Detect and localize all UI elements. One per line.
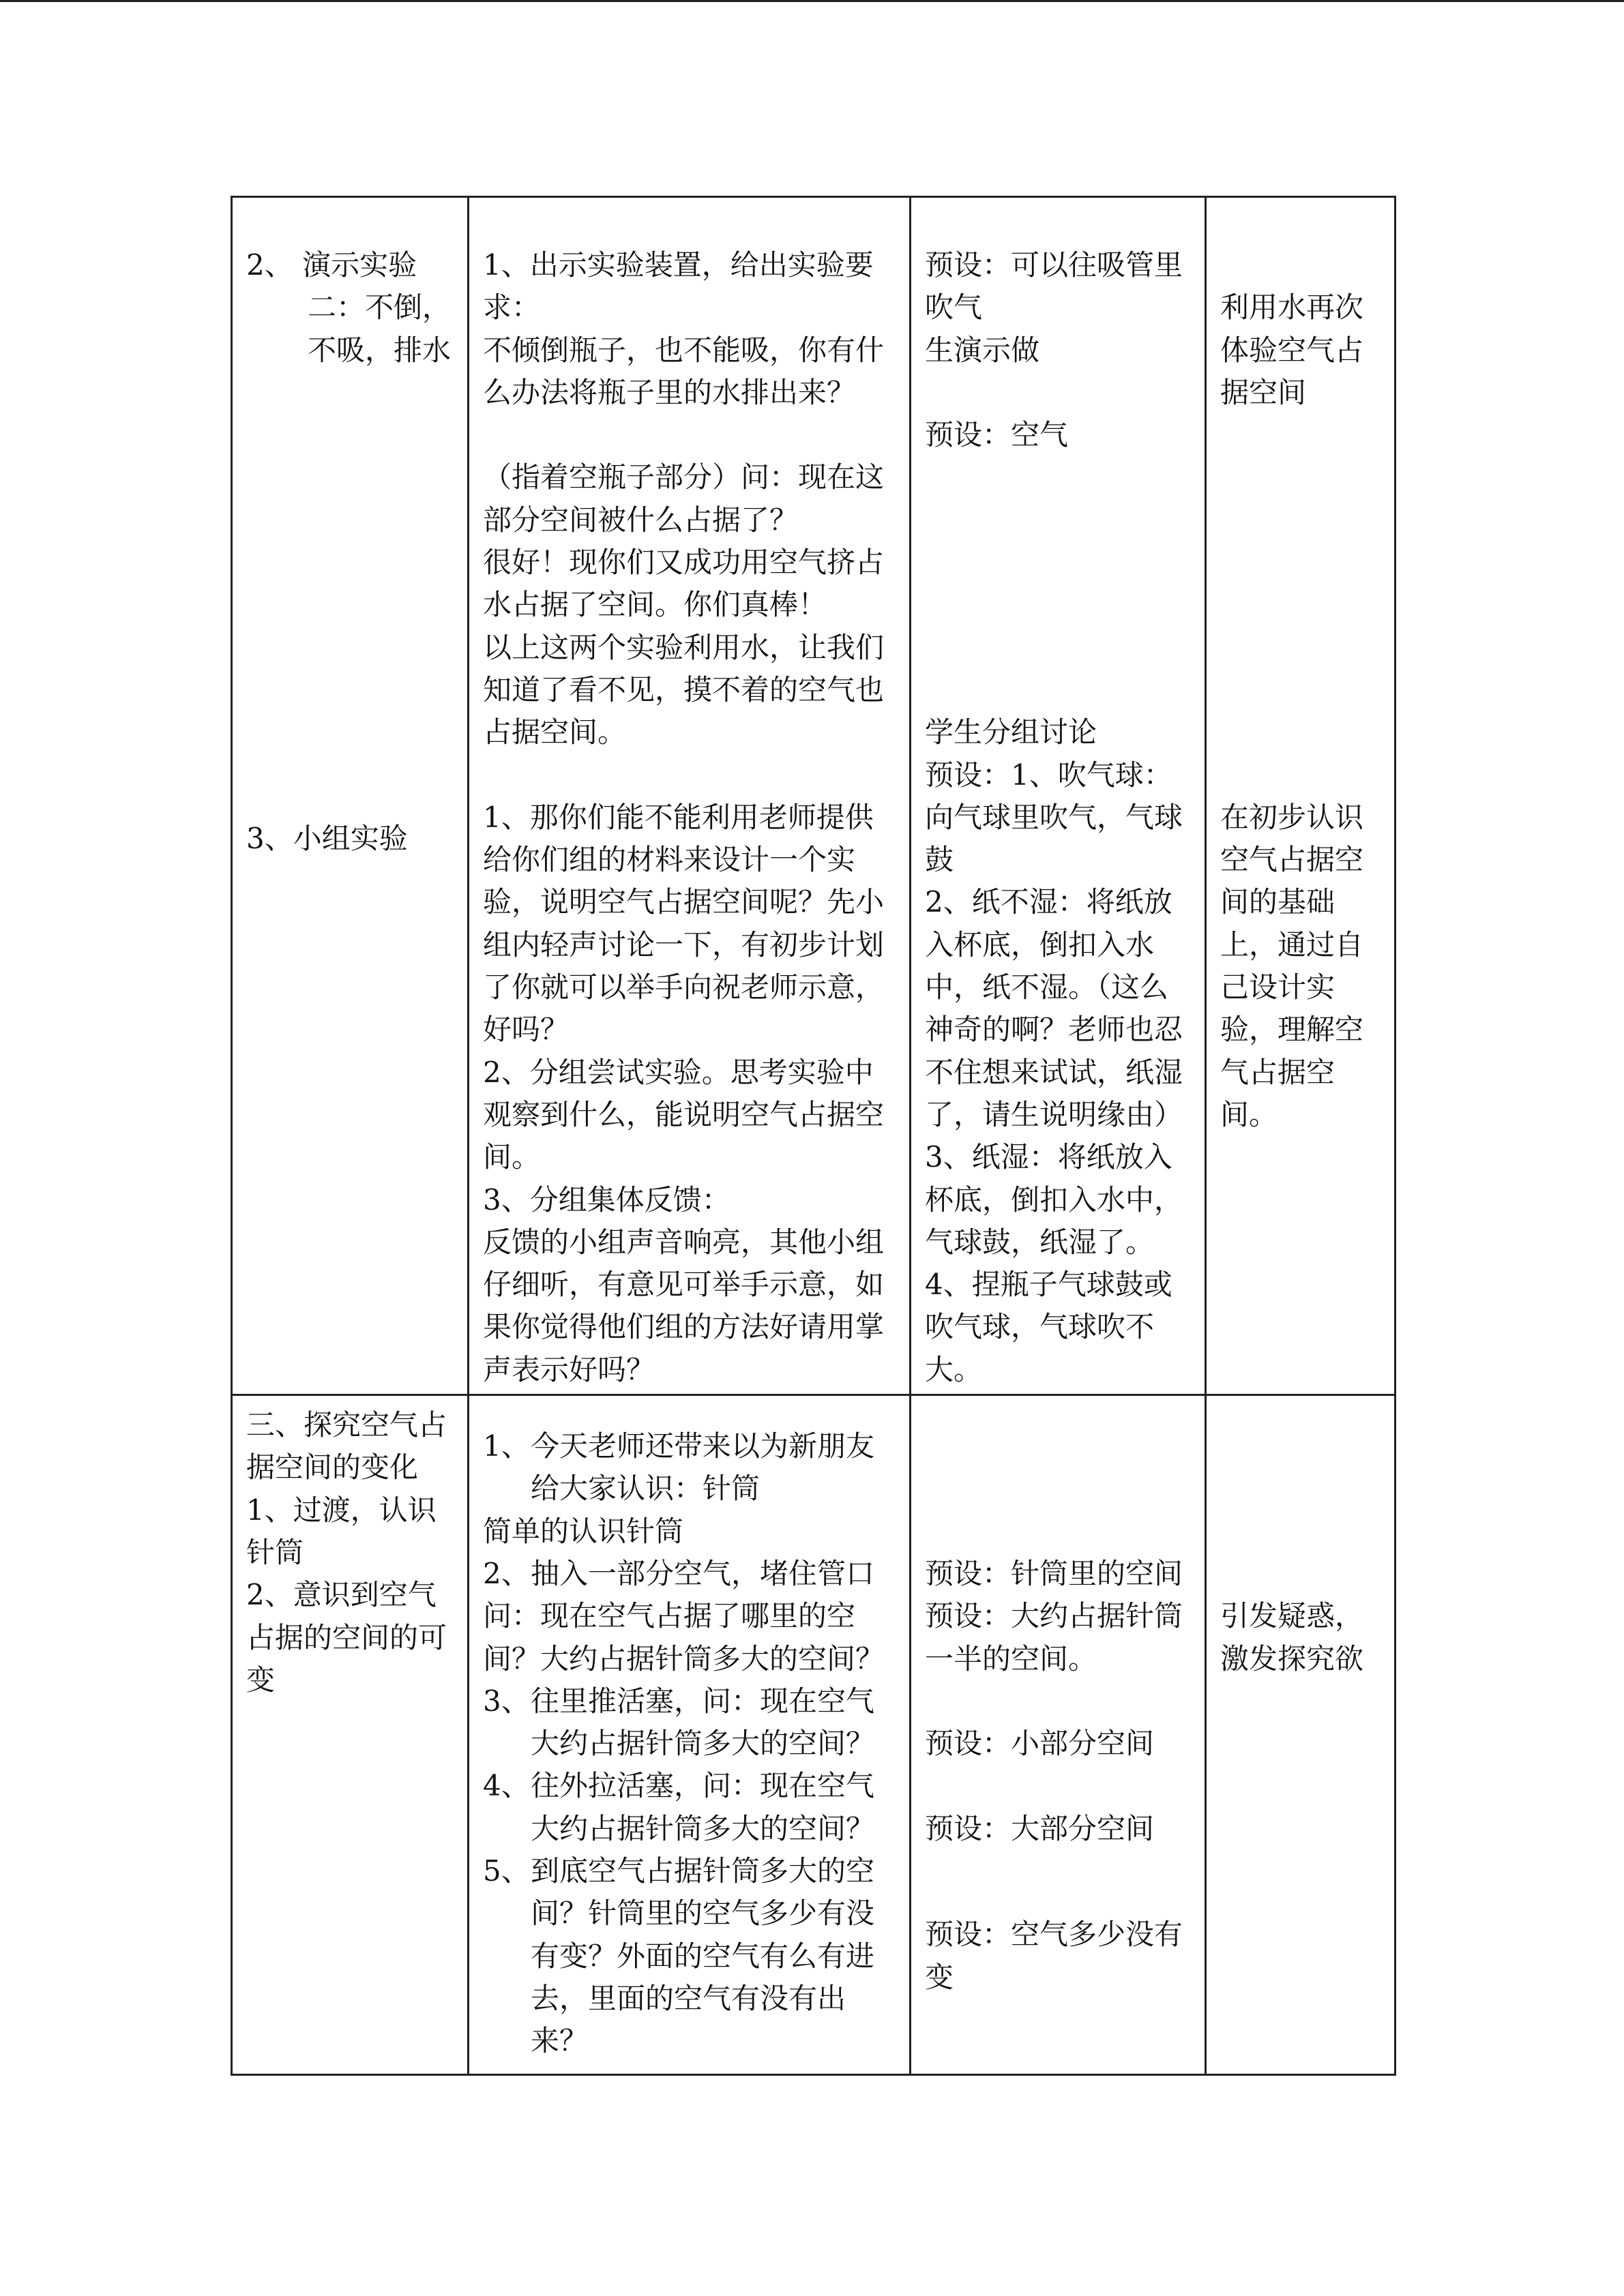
text-line: 求： <box>483 290 541 325</box>
text-line: 以上这两个实验利用水，让我们 <box>483 630 885 664</box>
list-text: 今天老师还带来以为新朋友 <box>531 1429 875 1463</box>
text-line: 预设：空气 <box>925 418 1069 452</box>
text-line: 大约占据针筒多大的空间？ <box>531 1811 875 1845</box>
text-line: 1、出示实验装置，给出实验要 <box>483 248 874 282</box>
text-line: 激发探究欲 <box>1220 1641 1364 1675</box>
text-line: 气球鼓，纸湿了。 <box>925 1225 1155 1259</box>
text-line: 问：现在空气占据了哪里的空 <box>483 1599 856 1633</box>
text-line: 观察到什么，能说明空气占据空 <box>483 1097 885 1131</box>
student-activity-cell <box>911 197 1206 1395</box>
text-line: 利用水再次 <box>1220 290 1364 325</box>
text-line: 引发疑惑， <box>1220 1599 1364 1633</box>
text-line: 占据空间。 <box>483 715 627 749</box>
text-line: 杯底，倒扣入水中， <box>925 1182 1183 1217</box>
teacher-activity-cell <box>469 1395 911 2075</box>
text-line: 据空间 <box>1220 375 1307 409</box>
list-text: 往外拉活塞，问：现在空气 <box>531 1769 875 1803</box>
list-item <box>483 1553 897 1595</box>
text-line: 在初步认识 <box>1220 800 1364 834</box>
teacher-activity-cell <box>469 197 911 1395</box>
lesson-plan-table <box>231 196 1396 2076</box>
text-line: 据空间的变化 <box>246 1450 419 1485</box>
text-line: 了，请生说明缘由） <box>925 1097 1183 1131</box>
text-line: 3、分组集体反馈： <box>483 1182 730 1217</box>
text-line: 三、探究空气占 <box>246 1408 447 1442</box>
text-line: 不住想来试试，纸湿 <box>925 1055 1183 1089</box>
design-intent-cell <box>1206 197 1396 1395</box>
text-line: 预设：小部分空间 <box>925 1727 1155 1761</box>
list-text: 抽入一部分空气，堵住管口 <box>531 1556 875 1590</box>
text-line: 神奇的啊？老师也忍 <box>925 1013 1183 1047</box>
list-item <box>483 1850 897 1892</box>
text-line: 来？ <box>531 2024 589 2058</box>
text-line: 针筒 <box>246 1535 304 1569</box>
list-number: 3、 <box>483 1684 530 1718</box>
text-line: 2、意识到空气 <box>246 1578 437 1612</box>
text-line: 简单的认识针筒 <box>483 1514 684 1548</box>
text-line: 3、纸湿：将纸放入 <box>925 1140 1172 1174</box>
text-line: 变 <box>925 1960 954 1994</box>
text-line: 占据的空间的可 <box>246 1620 447 1654</box>
text-line: 声表示好吗？ <box>483 1352 655 1386</box>
text-line: 验，说明空气占据空间呢？先小 <box>483 885 885 919</box>
text-line: 变 <box>246 1663 276 1697</box>
text-line: 间。 <box>1220 1097 1278 1131</box>
text-line: 预设：空气多少没有 <box>925 1918 1183 1952</box>
text-line: 么办法将瓶子里的水排出来？ <box>483 375 856 409</box>
text-line: 组内轻声讨论一下，有初步计划 <box>483 927 885 961</box>
text-line: 空气占据空 <box>1220 843 1364 877</box>
text-line: 向气球里吹气，气球 <box>925 800 1183 834</box>
list-item <box>483 1425 897 1467</box>
text-line: 预设：1、吹气球： <box>925 758 1172 792</box>
text-line: 给大家认识：针筒 <box>531 1472 761 1506</box>
text-line: 知道了看不见，摸不着的空气也 <box>483 672 885 706</box>
list-number: 2、 <box>483 1556 530 1590</box>
text-line: 好吗？ <box>483 1013 570 1047</box>
text-line: 间的基础 <box>1220 885 1335 919</box>
list-item <box>483 1765 897 1807</box>
stage-text: 二：不倒， <box>308 290 452 325</box>
stage-cell <box>232 1395 469 2075</box>
text-line: 给你们组的材料来设计一个实 <box>483 843 856 877</box>
list-number: 1、 <box>483 1429 530 1463</box>
text-line: 了你就可以举手向祝老师示意， <box>483 970 885 1004</box>
text-line: 大。 <box>925 1352 983 1386</box>
text-line: 学生分组讨论 <box>925 715 1097 749</box>
text-line: 预设：大约占据针筒 <box>925 1599 1183 1633</box>
text-line: 大约占据针筒多大的空间？ <box>531 1727 875 1761</box>
list-number: 5、 <box>483 1853 530 1888</box>
text-line: 中，纸不湿。（这么 <box>925 970 1169 1004</box>
text-line: 预设：针筒里的空间 <box>925 1556 1183 1590</box>
stage-text: 不吸，排水 <box>308 333 452 367</box>
text-line: 间？针筒里的空气多少有没 <box>531 1896 875 1930</box>
text-line: 生演示做 <box>925 333 1040 367</box>
text-line: 气占据空 <box>1220 1055 1335 1089</box>
text-line: 仔细听，有意见可举手示意，如 <box>483 1268 885 1302</box>
text-line: 预设：可以往吸管里 <box>925 248 1183 282</box>
list-number: 4、 <box>483 1769 530 1803</box>
text-line: 去，里面的空气有没有出 <box>531 1981 846 2015</box>
text-line: 1、那你们能不能利用老师提供 <box>483 800 874 834</box>
text-line: 体验空气占 <box>1220 333 1364 367</box>
text-line: 上，通过自 <box>1220 927 1364 961</box>
text-line: 验，理解空 <box>1220 1013 1364 1047</box>
text-line: 水占据了空间。你们真棒！ <box>483 588 827 622</box>
table-row <box>232 197 1396 1395</box>
text-line: 间？大约占据针筒多大的空间？ <box>483 1641 885 1675</box>
text-line: 很好！现你们又成功用空气挤占 <box>483 546 885 580</box>
student-activity-cell <box>911 1395 1206 2075</box>
table-row <box>232 1395 1396 2075</box>
text-line: 间。 <box>483 1140 541 1174</box>
text-line: 鼓 <box>925 843 954 877</box>
stage-title: 2、 演示实验 <box>246 248 417 282</box>
list-text: 往里推活塞，问：现在空气 <box>531 1684 875 1718</box>
text-line: 4、捏瓶子气球鼓或 <box>925 1268 1172 1302</box>
text-line: 入杯底，倒扣入水 <box>925 927 1155 961</box>
text-line: 2、分组尝试实验。思考实验中 <box>483 1055 874 1089</box>
list-text: 到底空气占据针筒多大的空 <box>531 1853 875 1888</box>
text-line: 反馈的小组声音响亮，其他小组 <box>483 1225 885 1259</box>
text-line: 一半的空间。 <box>925 1641 1097 1675</box>
text-line: 2、纸不湿：将纸放 <box>925 885 1172 919</box>
text-line: 有变？外面的空气有么有进 <box>531 1939 875 1973</box>
list-item <box>483 1680 897 1723</box>
text-line: 吹气 <box>925 290 983 325</box>
stage-title: 3、小组实验 <box>246 821 408 855</box>
page-top-rule <box>0 0 1624 2</box>
text-line: 不倾倒瓶子，也不能吸，你有什 <box>483 333 885 367</box>
text-line: 预设：大部分空间 <box>925 1811 1155 1845</box>
stage-cell <box>232 197 469 1395</box>
design-intent-cell <box>1206 1395 1396 2075</box>
text-line: 果你觉得他们组的方法好请用掌 <box>483 1310 885 1344</box>
text-line: 部分空间被什么占据了？ <box>483 503 799 537</box>
text-line: 1、过渡，认识 <box>246 1493 437 1527</box>
text-line: 己设计实 <box>1220 970 1335 1004</box>
text-line: 吹气球，气球吹不 <box>925 1310 1155 1344</box>
text-line: （指着空瓶子部分）问：现在这 <box>483 460 885 494</box>
